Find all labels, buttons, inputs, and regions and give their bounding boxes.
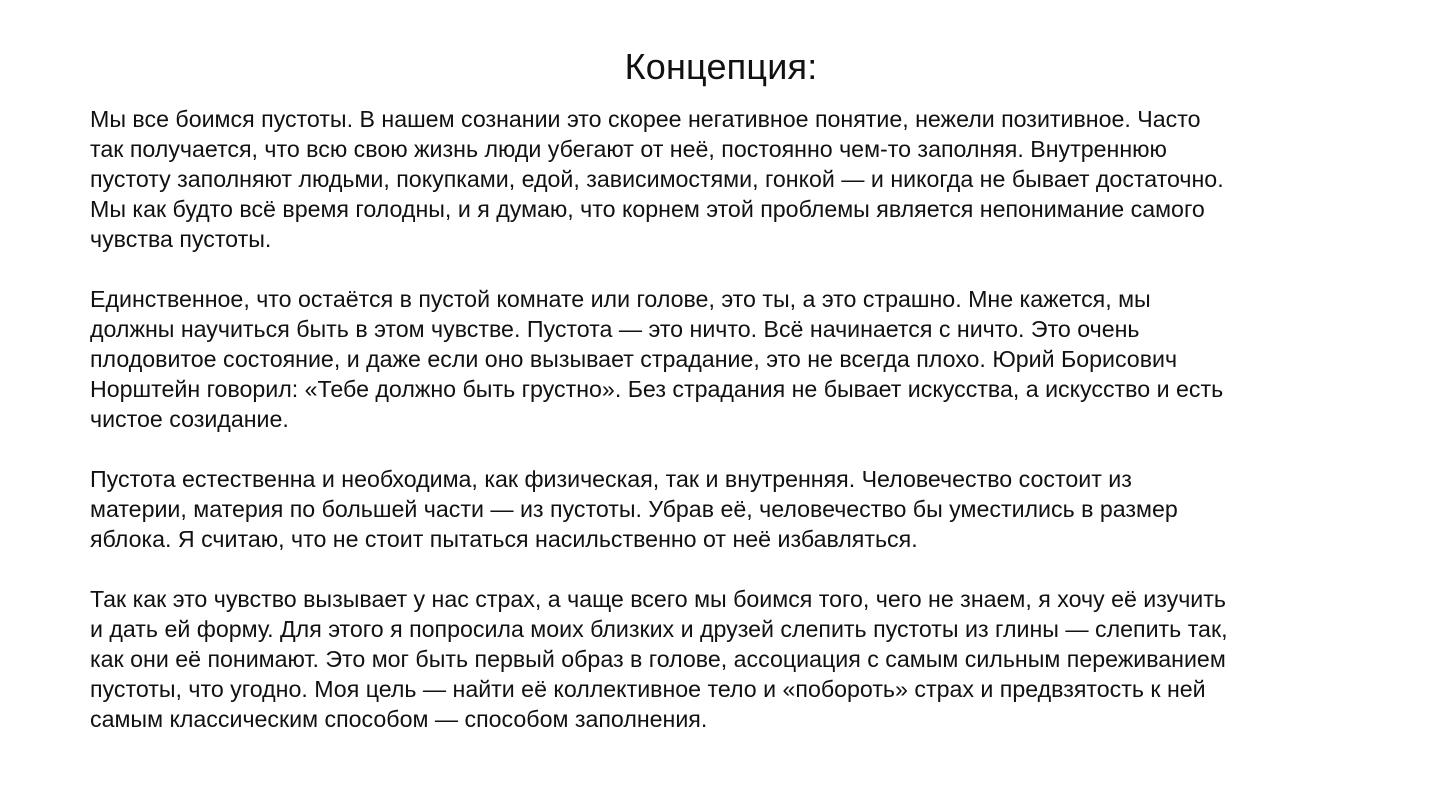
text-line: как они её понимают. Это мог быть первый образ в голове, ассоциация с самым сильным переживанием [90, 646, 1226, 672]
text-line: Норштейн говорил: «Тебе должно быть грустно». Без страдания не бывает искусства, а искусство и есть [90, 376, 1224, 402]
paragraph-3 [90, 464, 1352, 554]
text-line: яблока. Я считаю, что не стоит пытаться насильственно от неё избавляться. [90, 526, 918, 552]
text-line: Так как это чувство вызывает у нас страх, а чаще всего мы боимся того, чего не знаем, я хочу её изучить [90, 586, 1226, 612]
paragraph-4 [90, 584, 1352, 734]
text-line: самым классическим способом — способом заполнения. [90, 706, 708, 732]
text-line: так получается, что всю свою жизнь люди убегают от неё, постоянно чем-то заполняя. Внутреннюю [90, 136, 1167, 162]
text-line: Мы все боимся пустоты. В нашем сознании это скорее негативное понятие, нежели позитивное. Часто [90, 106, 1201, 132]
text-line: Пустота естественна и необходима, как физическая, так и внутренняя. Человечество состоит из [90, 466, 1132, 492]
text-line: Единственное, что остаётся в пустой комнате или голове, это ты, а это страшно. Мне кажется, мы [90, 286, 1151, 312]
page-title: Концепция: [624, 46, 818, 87]
text-line: должны научиться быть в этом чувстве. Пустота — это ничто. Всё начинается с ничто. Это очень [90, 316, 1140, 342]
paragraph-2 [90, 284, 1352, 434]
text-line: плодовитое состояние, и даже если оно вызывает страдание, это не всегда плохо. Юрий Борисович [90, 346, 1178, 372]
text-line: пустоты, что угодно. Моя цель — найти её коллективное тело и «побороть» страх и предвзятость к ней [90, 676, 1206, 702]
text-line: пустоту заполняют людьми, покупками, едой, зависимостями, гонкой — и никогда не бывает достаточно. [90, 166, 1224, 192]
text-line: и дать ей форму. Для этого я попросила моих близких и друзей слепить пустоты из глины — слепить так, [90, 616, 1228, 642]
text-line: Мы как будто всё время голодны, и я думаю, что корнем этой проблемы является непонимание самого [90, 196, 1205, 222]
document-body [90, 104, 1352, 734]
text-line: чистое созидание. [90, 406, 289, 432]
paragraph-1 [90, 104, 1352, 254]
text-line: чувства пустоты. [90, 226, 272, 252]
text-line: материи, материя по большей части — из пустоты. Убрав её, человечество бы уместились в размер [90, 496, 1178, 522]
